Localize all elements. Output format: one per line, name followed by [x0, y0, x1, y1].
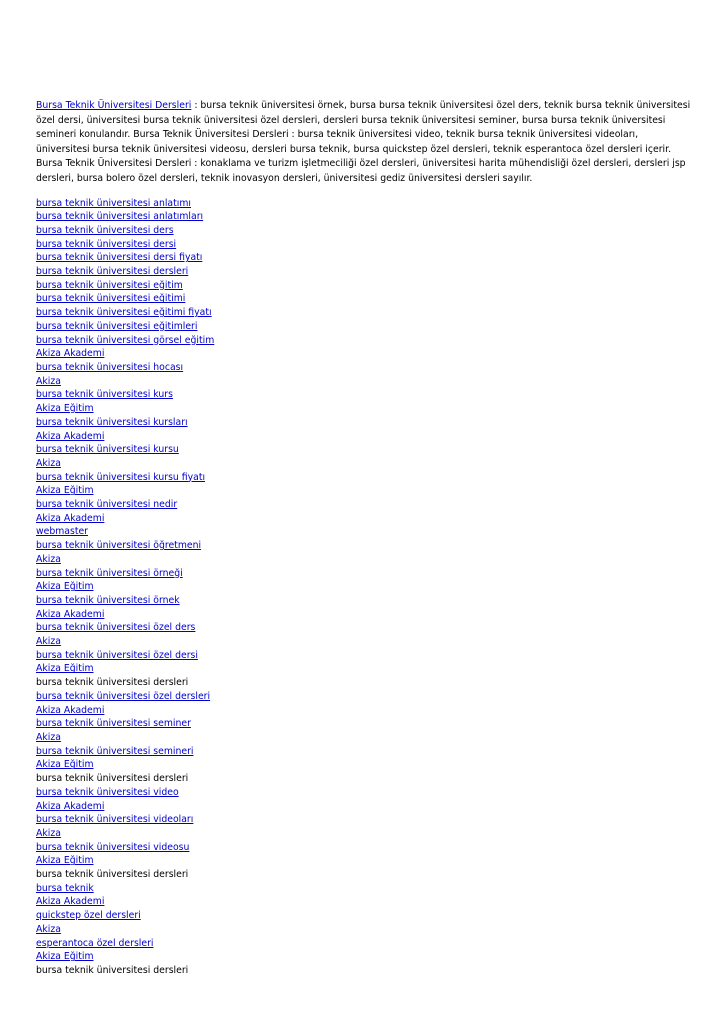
keyword-text: bursa teknik üniversitesi dersleri: [36, 869, 189, 881]
keyword-link[interactable]: bursa teknik üniversitesi dersi fiyatı: [36, 252, 203, 264]
keyword-link[interactable]: Akiza: [36, 827, 61, 839]
keyword-link[interactable]: bursa teknik üniversitesi dersleri: [36, 266, 189, 278]
keyword-link[interactable]: bursa teknik üniversitesi eğitimi fiyatı: [36, 307, 212, 319]
keyword-link[interactable]: bursa teknik üniversitesi anlatımı: [36, 197, 191, 209]
intro-text: : bursa teknik üniversitesi örnek, bursa bursa teknik üniversitesi özel ders, teknik bursa teknik üniversitesi özel dersi, üniversitesi bursa teknik üniversitesi özel dersleri, dersleri bursa teknik üniversitesi seminer, bursa bursa teknik üniversitesi semineri konulandır. Bursa Teknik Üniversitesi Dersleri : bursa teknik üniversitesi video, teknik bursa teknik üniversitesi videoları, üniversitesi bursa teknik üniversitesi videosu, dersleri bursa teknik, bursa quickstep özel dersleri, teknik esperantoca özel dersleri içerir. Bursa Teknik Üniversitesi Dersleri : konaklama ve turizm işletmeciliği özel dersleri, üniversitesi harita mühendisliği özel dersleri, dersleri jsp dersleri, bursa bolero özel dersleri, teknik inovasyon dersleri, üniversitesi gediz üniversitesi dersleri sayılır.: [36, 100, 691, 184]
keyword-link[interactable]: bursa teknik üniversitesi videoları: [36, 814, 194, 826]
keyword-link[interactable]: quickstep özel dersleri: [36, 910, 141, 922]
keyword-link[interactable]: bursa teknik üniversitesi eğitimleri: [36, 320, 198, 332]
keyword-link[interactable]: bursa teknik üniversitesi eğitim: [36, 279, 183, 291]
keyword-link[interactable]: bursa teknik üniversitesi görsel eğitim: [36, 334, 215, 346]
keyword-link[interactable]: Akiza Akademi: [36, 430, 105, 442]
keyword-link[interactable]: Akiza Eğitim: [36, 581, 94, 593]
intro-title-link[interactable]: Bursa Teknik Üniversitesi Dersleri: [36, 100, 192, 111]
keyword-link[interactable]: bursa teknik üniversitesi kursu: [36, 444, 179, 456]
keyword-link[interactable]: bursa teknik üniversitesi özel ders: [36, 622, 196, 634]
keyword-link[interactable]: bursa teknik üniversitesi kursu fiyatı: [36, 471, 206, 483]
keyword-link[interactable]: bursa teknik üniversitesi dersi: [36, 238, 177, 250]
keyword-link[interactable]: bursa teknik üniversitesi kurs: [36, 389, 173, 401]
keyword-link[interactable]: Akiza: [36, 636, 61, 648]
keyword-link[interactable]: Akiza: [36, 457, 61, 469]
keyword-link[interactable]: bursa teknik üniversitesi anlatımları: [36, 211, 204, 223]
keyword-text: bursa teknik üniversitesi dersleri: [36, 773, 189, 785]
keyword-link[interactable]: bursa teknik üniversitesi seminer: [36, 718, 191, 730]
keyword-link[interactable]: webmaster: [36, 526, 89, 538]
keyword-link[interactable]: bursa teknik üniversitesi eğitimi: [36, 293, 186, 305]
keyword-link[interactable]: bursa teknik üniversitesi örnek: [36, 594, 180, 606]
document-body: [36, 99, 692, 978]
keyword-link[interactable]: Akiza Akademi: [36, 348, 105, 360]
keyword-link[interactable]: Akiza Eğitim: [36, 855, 94, 867]
keyword-link[interactable]: Akiza: [36, 923, 61, 935]
keyword-link[interactable]: bursa teknik üniversitesi özel dersleri: [36, 690, 211, 702]
keyword-link[interactable]: Akiza Eğitim: [36, 485, 94, 497]
keyword-link[interactable]: Akiza Akademi: [36, 512, 105, 524]
keyword-link[interactable]: Akiza Akademi: [36, 800, 105, 812]
keyword-link[interactable]: Akiza Akademi: [36, 608, 105, 620]
keyword-link[interactable]: Akiza Eğitim: [36, 759, 94, 771]
keyword-link-list: [36, 197, 692, 978]
keyword-link[interactable]: bursa teknik üniversitesi nedir: [36, 499, 178, 511]
keyword-link[interactable]: bursa teknik üniversitesi örneği: [36, 567, 183, 579]
keyword-link[interactable]: bursa teknik üniversitesi ders: [36, 224, 174, 236]
intro-paragraph: [36, 99, 692, 187]
keyword-link[interactable]: Akiza: [36, 731, 61, 743]
keyword-link[interactable]: esperantoca özel dersleri: [36, 937, 154, 949]
keyword-link[interactable]: bursa teknik üniversitesi kursları: [36, 416, 188, 428]
keyword-text: bursa teknik üniversitesi dersleri: [36, 677, 189, 689]
keyword-link[interactable]: Akiza Eğitim: [36, 663, 94, 675]
keyword-link[interactable]: bursa teknik üniversitesi videosu: [36, 841, 190, 853]
keyword-link[interactable]: bursa teknik üniversitesi özel dersi: [36, 649, 198, 661]
keyword-link[interactable]: bursa teknik üniversitesi semineri: [36, 745, 194, 757]
keyword-link[interactable]: bursa teknik üniversitesi hocası: [36, 362, 184, 373]
keyword-link[interactable]: bursa teknik üniversitesi öğretmeni: [36, 540, 202, 552]
keyword-link[interactable]: Akiza: [36, 375, 61, 387]
keyword-text: bursa teknik üniversitesi dersleri: [36, 964, 189, 976]
keyword-link[interactable]: bursa teknik üniversitesi video: [36, 786, 179, 798]
keyword-link[interactable]: Akiza: [36, 553, 61, 565]
keyword-link[interactable]: Akiza Akademi: [36, 704, 105, 716]
keyword-link[interactable]: bursa teknik: [36, 882, 94, 894]
keyword-link[interactable]: Akiza Eğitim: [36, 403, 94, 415]
keyword-link[interactable]: Akiza Eğitim: [36, 951, 94, 963]
keyword-link[interactable]: Akiza Akademi: [36, 896, 105, 908]
